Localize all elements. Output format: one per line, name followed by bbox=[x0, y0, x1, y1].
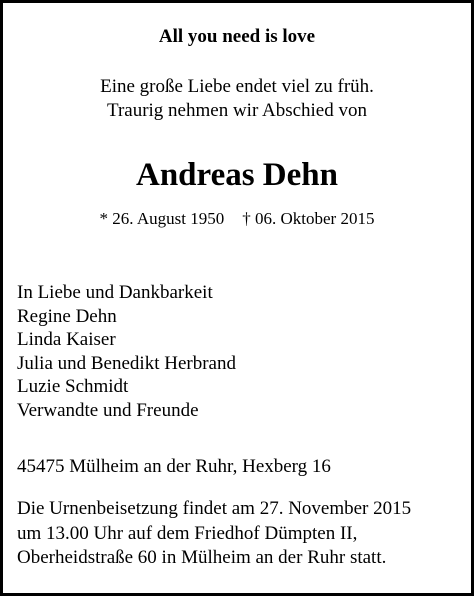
mourner-line: Luzie Schmidt bbox=[17, 376, 129, 398]
family-address: 45475 Mülheim an der Ruhr, Hexberg 16 bbox=[17, 456, 331, 477]
life-dates bbox=[3, 208, 471, 230]
intro-line: Traurig nehmen wir Abschied von bbox=[107, 100, 367, 121]
motto: All you need is love bbox=[158, 26, 316, 47]
ceremony-line: um 13.00 Uhr auf dem Friedhof Dümpten II, bbox=[17, 522, 358, 544]
mourners-list bbox=[17, 281, 236, 423]
mourner-line: Linda Kaiser bbox=[17, 329, 116, 351]
intro-text bbox=[3, 75, 471, 123]
death-date: † 06. Oktober 2015 bbox=[242, 209, 375, 228]
deceased-name: Andreas Dehn bbox=[135, 157, 338, 193]
ceremony-line: Die Urnenbeisetzung findet am 27. November 2015 bbox=[17, 498, 412, 519]
ceremony-line: Oberheidstraße 60 in Mülheim an der Ruhr statt. bbox=[17, 547, 387, 568]
mourner-line: Julia und Benedikt Herbrand bbox=[17, 352, 236, 374]
mourner-line: Regine Dehn bbox=[17, 305, 117, 327]
intro-line: Eine große Liebe endet viel zu früh. bbox=[100, 76, 374, 97]
mourner-line: In Liebe und Dankbarkeit bbox=[17, 282, 213, 303]
birth-date: * 26. August 1950 bbox=[99, 209, 225, 228]
mourner-line: Verwandte und Freunde bbox=[17, 399, 199, 421]
ceremony-details bbox=[17, 497, 411, 571]
